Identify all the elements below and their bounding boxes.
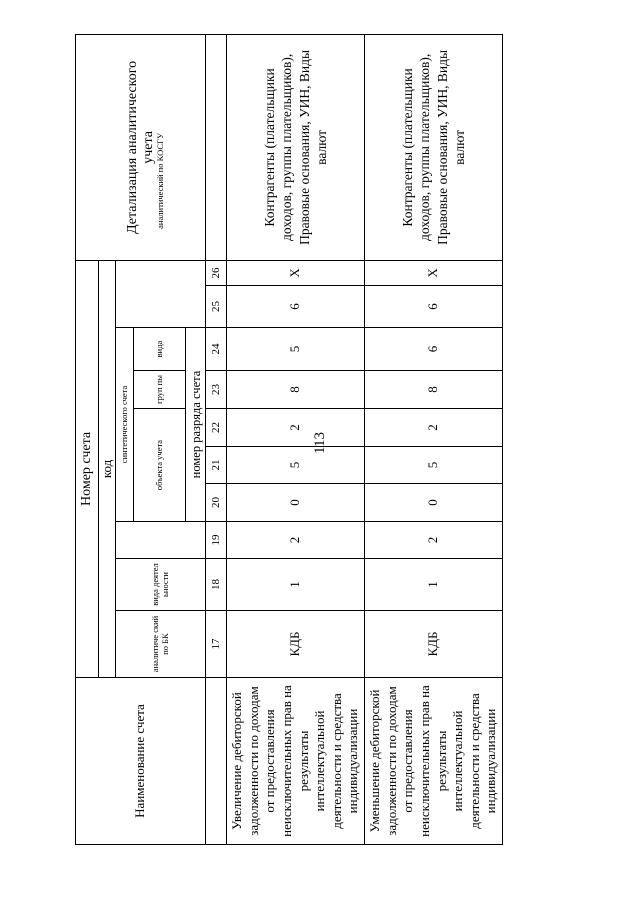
value-cell: 2 bbox=[227, 409, 365, 447]
value-cell: 0 bbox=[365, 484, 503, 522]
header-analytic-kosgu: аналитический по КОСГУ bbox=[116, 34, 206, 327]
header-account-name: Наименование счета bbox=[76, 678, 206, 845]
header-analytic-detail: Детализация аналитического учета bbox=[76, 34, 206, 260]
value-cell: 2 bbox=[227, 522, 365, 559]
account-name-cell: Уменьшение дебиторской задолженности по доходам от предоставления неисключительных прав на результаты интеллектуальной деятельности и средства индивидуализации bbox=[365, 678, 503, 845]
header-account-number: Номер счета bbox=[76, 260, 99, 677]
value-cell: Х bbox=[365, 260, 503, 285]
digit-cell: 24 bbox=[206, 328, 227, 371]
header-digit-number: номер разряда счета bbox=[186, 328, 206, 522]
digit-cell: 19 bbox=[206, 522, 227, 559]
header-synthetic: синтетического счета bbox=[116, 328, 134, 522]
value-cell: 1 bbox=[227, 559, 365, 611]
digit-cell: 23 bbox=[206, 371, 227, 409]
value-cell: 2 bbox=[365, 522, 503, 559]
accounts-table bbox=[75, 34, 503, 845]
value-cell: КДБ bbox=[227, 611, 365, 678]
digit-cell: 22 bbox=[206, 409, 227, 447]
table-row bbox=[227, 34, 365, 844]
page-number: 113 bbox=[311, 432, 328, 454]
detail-cell: Контрагенты (плательщики доходов, группы плательщиков), Правовые основания, УИН, Виды валют bbox=[365, 34, 503, 260]
digit-cell: 21 bbox=[206, 447, 227, 484]
digit-cell: 18 bbox=[206, 559, 227, 611]
value-cell: 8 bbox=[227, 371, 365, 409]
value-cell: 5 bbox=[227, 328, 365, 371]
value-cell: КДБ bbox=[365, 611, 503, 678]
header-blank-19 bbox=[116, 522, 206, 559]
digit-cell: 26 bbox=[206, 260, 227, 285]
value-cell: 5 bbox=[227, 447, 365, 484]
digit-cell: 25 bbox=[206, 286, 227, 328]
value-cell: 6 bbox=[365, 286, 503, 328]
account-name-cell: Увеличение дебиторской задолженности по доходам от предоставления неисключительных прав на результаты интеллектуальной деятельности и средства индивидуализации bbox=[227, 678, 365, 845]
value-cell: 6 bbox=[365, 328, 503, 371]
table-row bbox=[365, 34, 503, 844]
value-cell: 6 bbox=[227, 286, 365, 328]
digit-cell: 17 bbox=[206, 611, 227, 678]
header-object: объекта учета bbox=[134, 409, 186, 522]
header-analytic-bk: аналитиче ский по БК bbox=[116, 611, 206, 678]
value-cell: Х bbox=[227, 260, 365, 285]
value-cell: 8 bbox=[365, 371, 503, 409]
header-kind: вида bbox=[134, 328, 186, 371]
value-cell: 0 bbox=[227, 484, 365, 522]
value-cell: 5 bbox=[365, 447, 503, 484]
digit-cell: 20 bbox=[206, 484, 227, 522]
value-cell: 2 bbox=[365, 409, 503, 447]
header-activity-type: вида деятел ьности bbox=[116, 559, 206, 611]
header-group: груп пы bbox=[134, 371, 186, 409]
rotated-page-content bbox=[75, 35, 515, 845]
detail-cell: Контрагенты (плательщики доходов, группы плательщиков), Правовые основания, УИН, Виды валют bbox=[227, 34, 365, 260]
header-code: код bbox=[99, 260, 116, 677]
value-cell: 1 bbox=[365, 559, 503, 611]
